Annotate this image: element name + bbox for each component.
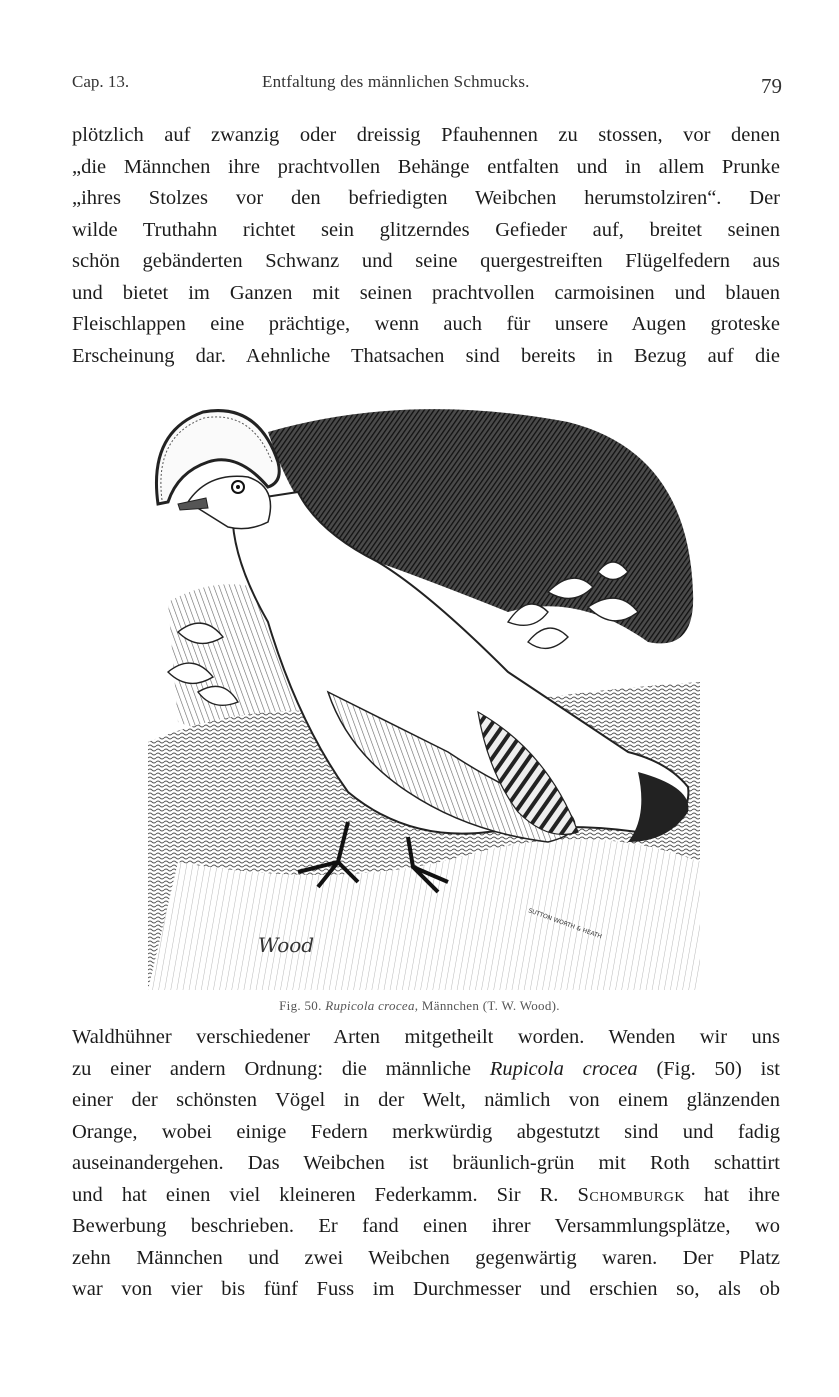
artist-signature: Wood — [258, 933, 315, 957]
caption-species: Rupicola crocea, — [325, 998, 419, 1013]
text-line: und bietet im Ganzen mit seinen prachtvollen carmoisinen und blauen — [72, 281, 780, 304]
text-line: war von vier bis fünf Fuss im Durchmesser und erschien so, als ob — [72, 1278, 780, 1300]
species-name: Rupicola crocea — [489, 1057, 638, 1080]
caption-fig-number: Fig. 50. — [279, 998, 322, 1013]
text-line: Fleischlappen eine prächtige, wenn auch für unsere Augen groteske — [72, 313, 780, 335]
text-line — [72, 1054, 780, 1086]
running-header — [72, 72, 782, 98]
engraver-credit: SUTTON WORTH & HEATH — [527, 907, 603, 941]
page-number: 79 — [761, 74, 782, 98]
text-line — [72, 1180, 780, 1212]
text-line: „die Männchen ihre prachtvollen Behänge entfalten und in allem Prunke — [72, 155, 780, 178]
chapter-label: Cap. 13. — [72, 72, 130, 91]
cock-of-the-rock-engraving — [148, 392, 700, 990]
paragraph-bottom — [72, 1022, 780, 1306]
text-segment: hat ihre — [704, 1183, 780, 1206]
text-segment: (Fig. 50) ist — [656, 1057, 780, 1080]
paragraph-top — [72, 120, 780, 372]
text-line: schön gebänderten Schwanz und seine quergestreiften Flügelfedern aus — [72, 250, 780, 272]
text-line: Bewerbung beschrieben. Er fand einen ihrer Versammlungsplätze, wo — [72, 1215, 780, 1237]
text-line: Waldhühner verschiedener Arten mitgetheilt worden. Wenden wir uns — [72, 1026, 780, 1048]
text-line: plötzlich auf zwanzig oder dreissig Pfauhennen zu stossen, vor denen — [72, 124, 780, 146]
text-line: zehn Männchen und zwei Weibchen gegenwärtig waren. Der Platz — [72, 1246, 780, 1269]
text-line: wilde Truthahn richtet sein glitzerndes Gefieder auf, breitet seinen — [72, 218, 780, 241]
figure-caption — [0, 998, 839, 1014]
person-name: Schomburgk — [577, 1183, 685, 1206]
bird-illustration — [148, 392, 700, 990]
text-segment: zu einer andern Ordnung: die männliche — [72, 1057, 472, 1080]
text-line: auseinandergehen. Das Weibchen ist bräunlich-grün mit Roth schattirt — [72, 1152, 780, 1174]
running-title: Entfaltung des männlichen Schmucks. — [262, 72, 530, 91]
text-line: Erscheinung dar. Aehnliche Thatsachen sind bereits in Bezug auf die — [72, 344, 780, 367]
caption-credit: Männchen (T. W. Wood). — [421, 998, 560, 1013]
text-line: Orange, wobei einige Federn merkwürdig abgestutzt sind und fadig — [72, 1120, 780, 1143]
text-line: „ihres Stolzes vor den befriedigten Weibchen herumstolziren“. Der — [72, 187, 780, 209]
text-line: einer der schönsten Vögel in der Welt, nämlich von einem glänzenden — [72, 1089, 780, 1111]
text-segment: und hat einen viel kleineren Federkamm. Sir R. — [72, 1183, 559, 1206]
